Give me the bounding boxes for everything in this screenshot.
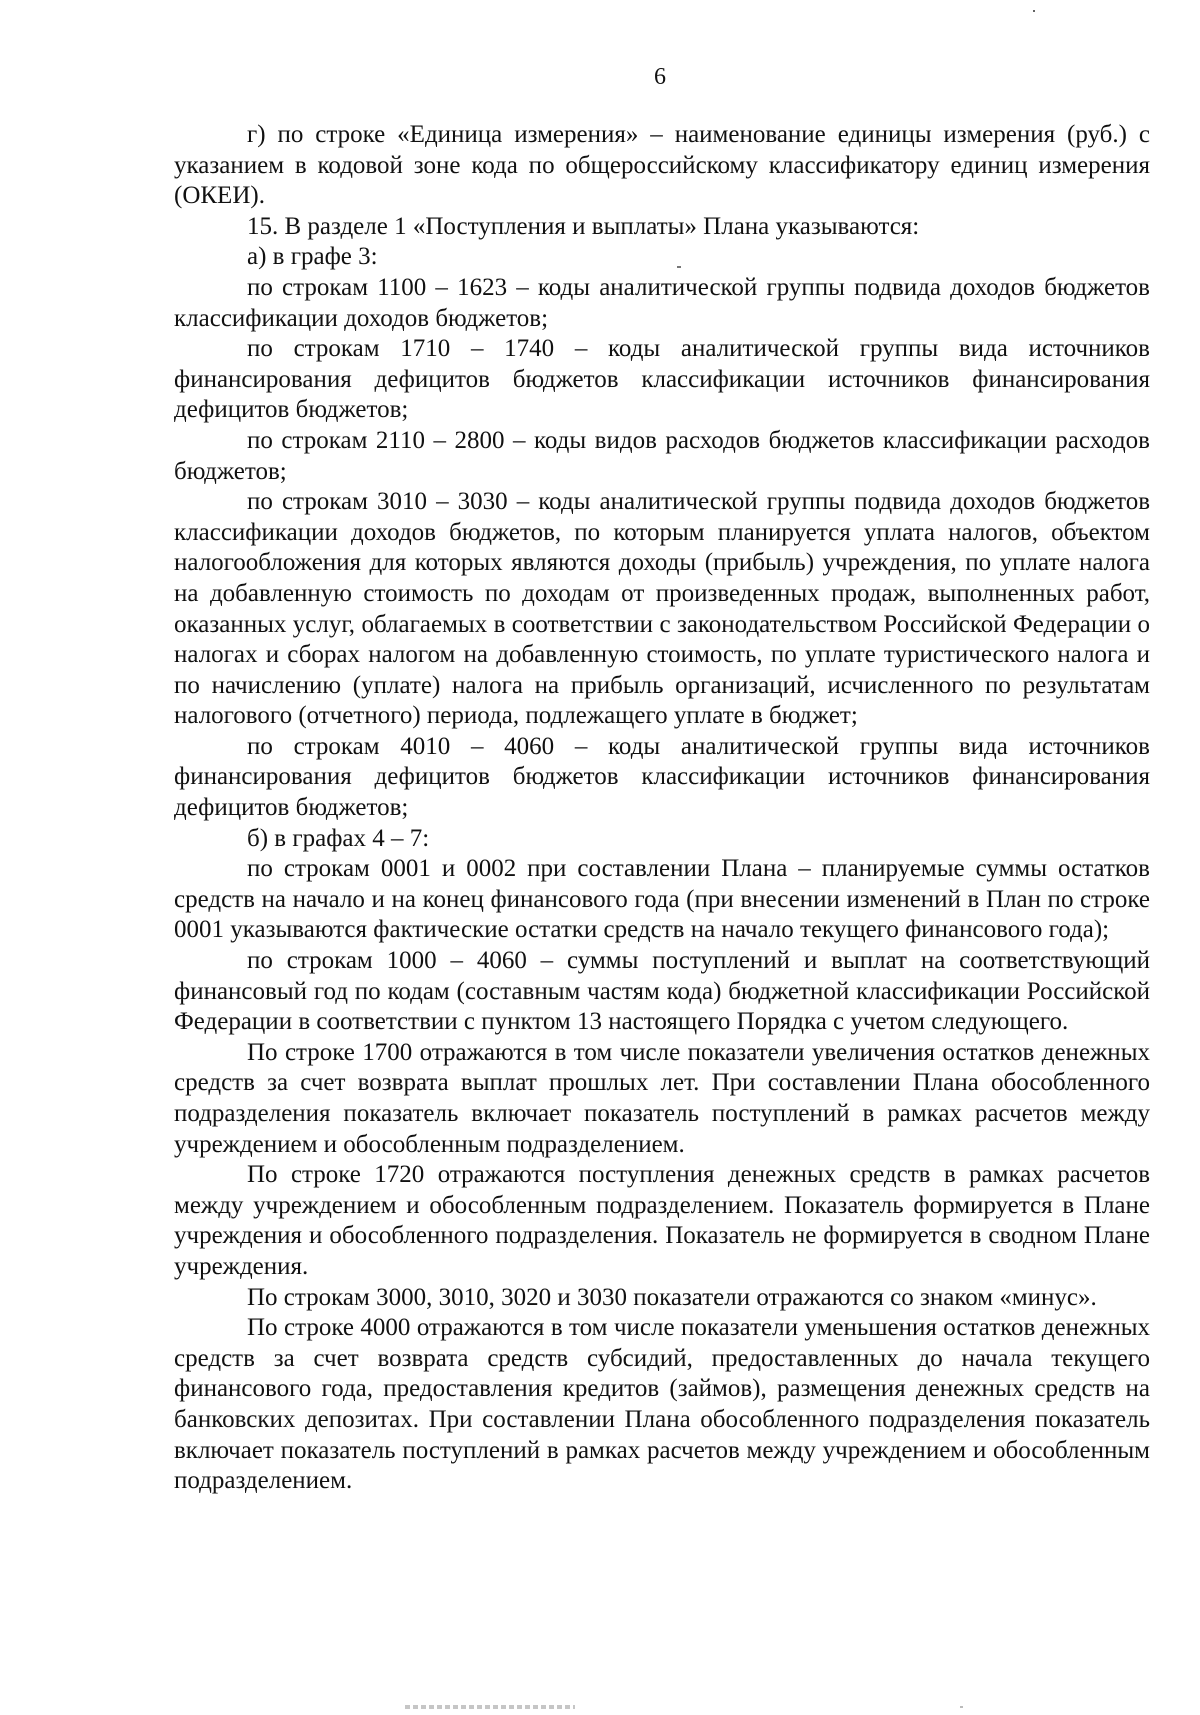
document-body xyxy=(174,120,1150,1497)
paragraph-section-15: 15. В разделе 1 «Поступления и выплаты» Плана указываются: xyxy=(247,212,920,240)
scan-artifact-bottom-dot xyxy=(960,1706,963,1708)
paragraph-column-3: а) в графе 3: xyxy=(247,243,378,271)
paragraph-rows-2110-2800: по строкам 2110 – 2800 – коды видов расходов бюджетов классификации расходов бюджетов; xyxy=(174,426,1150,485)
paragraph-rows-1000-4060: по строкам 1000 – 4060 – суммы поступлений и выплат на соответствующий финансовый год по кодам (составным частям кода) бюджетной классификации Российской Федерации в соответствии с пунктом 13 настоящего Порядка с учетом следующего. xyxy=(174,947,1150,1036)
page-number: 6 xyxy=(654,64,666,90)
paragraph-rows-1710-1740: по строкам 1710 – 1740 – коды аналитической группы вида источников финансирования дефицитов бюджетов классификации источников финансирования дефицитов бюджетов; xyxy=(174,335,1150,424)
paragraph-columns-4-7: б) в графах 4 – 7: xyxy=(247,824,430,852)
paragraph-rows-3010-3030: по строкам 3010 – 3030 – коды аналитической группы подвида доходов бюджетов классификации доходов бюджетов, по которым планируется уплата налогов, объектом налогообложения для которых являются доходы (прибыль) учреждения, по уплате налога на добавленную стоимость по доходам от произведенных продаж, выполненных работ, оказанных услуг, облагаемых в соответствии с законодательством Российской Федерации о налогах и сборах налогом на добавленную стоимость, по уплате туристического налога и по начислению (уплате) налога на прибыль организаций, исчисленного по результатам налогового (отчетного) периода, подлежащего уплате в бюджет; xyxy=(174,488,1150,730)
scan-artifact-dot xyxy=(1033,10,1035,12)
scan-artifact-bottom xyxy=(405,1705,575,1709)
paragraph-row-4000: По строке 4000 отражаются в том числе показатели уменьшения остатков денежных средств за счет возврата средств субсидий, предоставленных до начала текущего финансового года, предоставления кредитов (займов), размещения денежных средств на банковских депозитах. При составлении Плана обособленного подразделения показатель включает показатель поступлений в рамках расчетов между учреждением и обособленным подразделением. xyxy=(174,1314,1150,1495)
paragraph-rows-0001-0002: по строкам 0001 и 0002 при составлении Плана – планируемые суммы остатков средств на начало и на конец финансового года (при внесении изменений в План по строке 0001 указываются фактические остатки средств на начало текущего финансового года); xyxy=(174,855,1150,944)
paragraph-rows-1100-1623: по строкам 1100 – 1623 – коды аналитической группы подвида доходов бюджетов классификации доходов бюджетов; xyxy=(174,273,1150,332)
paragraph-row-1720: По строке 1720 отражаются поступления денежных средств в рамках расчетов между учреждением и обособленным подразделением. Показатель формируется в Плане учреждения и обособленного подразделения. Показатель не формируется в сводном Плане учреждения. xyxy=(174,1161,1150,1280)
paragraph-unit-of-measure: г) по строке «Единица измерения» – наименование единицы измерения (руб.) с указанием в кодовой зоне кода по общероссийскому классификатору единиц измерения (ОКЕИ). xyxy=(174,121,1150,210)
paragraph-rows-4010-4060: по строкам 4010 – 4060 – коды аналитической группы вида источников финансирования дефицитов бюджетов классификации источников финансирования дефицитов бюджетов; xyxy=(174,732,1150,822)
paragraph-row-1700: По строке 1700 отражаются в том числе показатели увеличения остатков денежных средств за счет возврата выплат прошлых лет. При составлении Плана обособленного подразделения показатель включает показатель поступлений в рамках расчетов между учреждением и обособленным подразделением. xyxy=(174,1038,1150,1158)
paragraph-rows-3000-3030: По строкам 3000, 3010, 3020 и 3030 показатели отражаются со знаком «минус». xyxy=(247,1283,1097,1311)
